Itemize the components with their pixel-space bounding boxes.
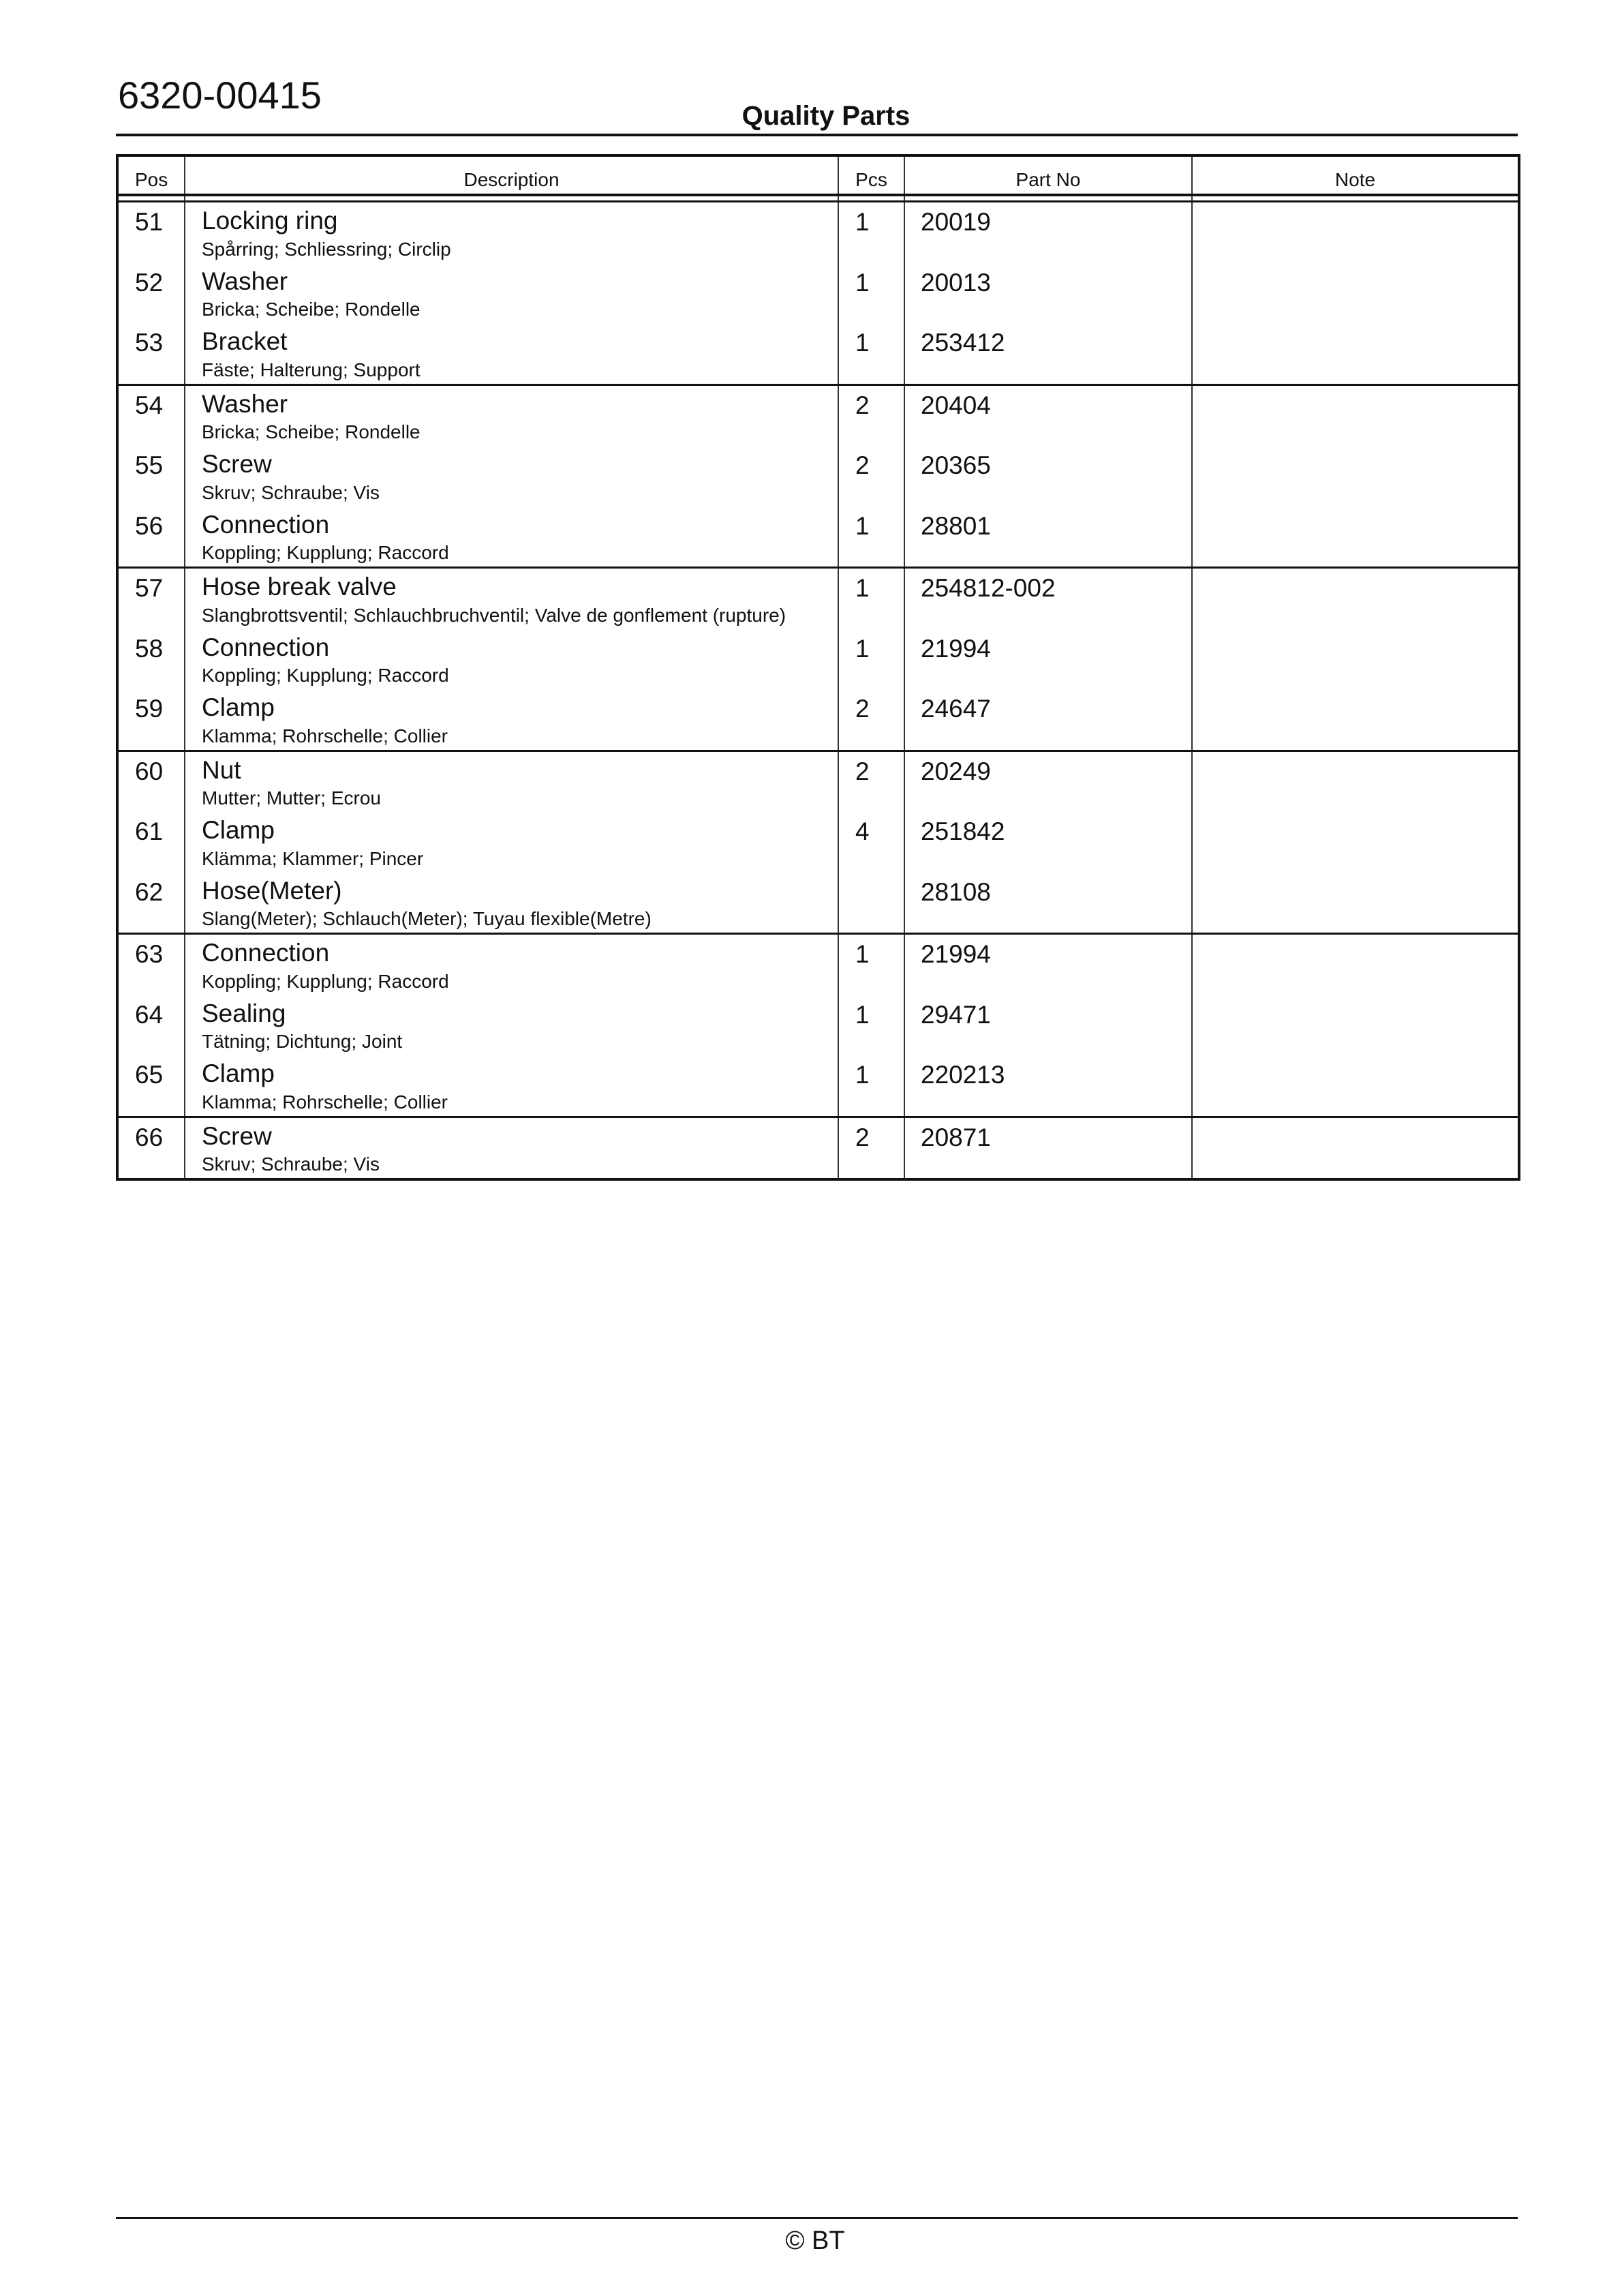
note-cell	[1193, 323, 1518, 384]
description-cell	[185, 873, 839, 933]
part-translations: Klämma; Klammer; Pincer	[202, 847, 424, 869]
column-header-part-no: Part No	[905, 157, 1193, 194]
footer-divider	[116, 2217, 1518, 2219]
pos-cell: 54	[119, 386, 185, 447]
part-translations: Skruv; Schraube; Vis	[202, 481, 380, 503]
part-no-cell: 21994	[905, 629, 1193, 690]
note-cell	[1193, 935, 1518, 995]
part-name: Screw	[202, 450, 272, 478]
table-row	[119, 569, 1518, 629]
table-row	[119, 202, 1518, 263]
parts-table	[116, 154, 1520, 1181]
note-cell	[1193, 752, 1518, 813]
part-no-cell: 29471	[905, 995, 1193, 1056]
part-name: Clamp	[202, 1059, 275, 1087]
part-name: Washer	[202, 389, 288, 418]
note-cell	[1193, 873, 1518, 933]
description-cell	[185, 1118, 839, 1179]
description-cell	[185, 935, 839, 995]
pos-cell: 56	[119, 507, 185, 567]
part-no-cell: 20019	[905, 202, 1193, 263]
pos-cell: 52	[119, 263, 185, 324]
part-name: Connection	[202, 939, 330, 967]
part-name: Locking ring	[202, 207, 338, 235]
row-group	[119, 752, 1518, 935]
note-cell	[1193, 995, 1518, 1056]
part-translations: Tätning; Dichtung; Joint	[202, 1031, 403, 1053]
table-row	[119, 263, 1518, 324]
pos-cell: 60	[119, 752, 185, 813]
header-divider	[116, 134, 1518, 136]
pos-cell: 61	[119, 812, 185, 873]
pcs-cell: 2	[839, 1118, 905, 1179]
pcs-cell: 2	[839, 689, 905, 750]
row-group	[119, 386, 1518, 569]
pcs-cell: 2	[839, 446, 905, 507]
row-group	[119, 569, 1518, 752]
pcs-cell: 1	[839, 263, 905, 324]
description-cell	[185, 689, 839, 750]
part-name: Washer	[202, 267, 288, 295]
part-no-cell: 253412	[905, 323, 1193, 384]
table-row	[119, 1118, 1518, 1179]
note-cell	[1193, 1055, 1518, 1116]
part-translations: Bricka; Scheibe; Rondelle	[202, 421, 420, 443]
pos-cell: 66	[119, 1118, 185, 1179]
table-row	[119, 873, 1518, 933]
note-cell	[1193, 689, 1518, 750]
table-row	[119, 935, 1518, 995]
part-name: Connection	[202, 510, 330, 539]
part-no-cell: 20871	[905, 1118, 1193, 1179]
note-cell	[1193, 569, 1518, 629]
part-translations: Slang(Meter); Schlauch(Meter); Tuyau flexible(Metre)	[202, 908, 652, 930]
table-header	[119, 157, 1518, 196]
part-no-cell: 254812-002	[905, 569, 1193, 629]
row-group	[119, 1118, 1518, 1179]
pcs-cell: 1	[839, 507, 905, 567]
pos-cell: 55	[119, 446, 185, 507]
part-translations: Koppling; Kupplung; Raccord	[202, 970, 449, 992]
pcs-cell: 1	[839, 995, 905, 1056]
pcs-cell: 1	[839, 569, 905, 629]
table-row	[119, 446, 1518, 507]
description-cell	[185, 752, 839, 813]
pos-cell: 59	[119, 689, 185, 750]
table-row	[119, 995, 1518, 1056]
part-name: Nut	[202, 755, 241, 784]
note-cell	[1193, 263, 1518, 324]
document-number: 6320-00415	[118, 74, 322, 117]
column-header-pcs: Pcs	[839, 157, 905, 194]
note-cell	[1193, 1118, 1518, 1179]
part-name: Hose(Meter)	[202, 876, 342, 905]
description-cell	[185, 507, 839, 567]
pos-cell: 63	[119, 935, 185, 995]
pcs-cell	[839, 873, 905, 933]
table-body	[119, 202, 1518, 1178]
description-cell	[185, 629, 839, 690]
part-translations: Skruv; Schraube; Vis	[202, 1153, 380, 1175]
pcs-cell: 1	[839, 935, 905, 995]
part-no-cell: 24647	[905, 689, 1193, 750]
part-translations: Fäste; Halterung; Support	[202, 359, 420, 380]
table-row	[119, 752, 1518, 813]
table-row	[119, 689, 1518, 750]
pcs-cell: 1	[839, 323, 905, 384]
pos-cell: 65	[119, 1055, 185, 1116]
description-cell	[185, 812, 839, 873]
part-name: Clamp	[202, 816, 275, 844]
description-cell	[185, 202, 839, 263]
part-no-cell: 28801	[905, 507, 1193, 567]
pos-cell: 58	[119, 629, 185, 690]
description-cell	[185, 263, 839, 324]
part-translations: Klamma; Rohrschelle; Collier	[202, 1091, 448, 1113]
note-cell	[1193, 629, 1518, 690]
part-name: Connection	[202, 633, 330, 661]
part-no-cell: 20249	[905, 752, 1193, 813]
column-header-description: Description	[185, 157, 839, 194]
table-row	[119, 386, 1518, 447]
part-translations: Koppling; Kupplung; Raccord	[202, 665, 449, 686]
pos-cell: 57	[119, 569, 185, 629]
column-header-pos: Pos	[119, 157, 185, 194]
table-row	[119, 323, 1518, 384]
part-translations: Koppling; Kupplung; Raccord	[202, 542, 449, 564]
note-cell	[1193, 202, 1518, 263]
column-header-note: Note	[1334, 169, 1376, 190]
pcs-cell: 1	[839, 629, 905, 690]
part-translations: Mutter; Mutter; Ecrou	[202, 787, 381, 809]
description-cell	[185, 323, 839, 384]
part-translations: Klamma; Rohrschelle; Collier	[202, 725, 448, 746]
part-name: Clamp	[202, 693, 275, 721]
pos-cell: 62	[119, 873, 185, 933]
part-no-cell: 20365	[905, 446, 1193, 507]
pcs-cell: 1	[839, 1055, 905, 1116]
note-cell	[1193, 386, 1518, 447]
pos-cell: 64	[119, 995, 185, 1056]
pcs-cell: 4	[839, 812, 905, 873]
description-cell	[185, 995, 839, 1056]
part-translations: Slangbrottsventil; Schlauchbruchventil; Valve de gonflement (rupture)	[202, 604, 786, 626]
page-title: Quality Parts	[741, 101, 911, 131]
table-row	[119, 1055, 1518, 1116]
description-cell	[185, 569, 839, 629]
pos-cell: 53	[119, 323, 185, 384]
part-no-cell: 21994	[905, 935, 1193, 995]
pcs-cell: 2	[839, 386, 905, 447]
part-name: Hose break valve	[202, 573, 397, 601]
copyright: © BT	[785, 2226, 845, 2255]
pos-cell: 51	[119, 202, 185, 263]
part-no-cell: 220213	[905, 1055, 1193, 1116]
part-name: Screw	[202, 1121, 272, 1150]
part-name: Sealing	[202, 999, 286, 1027]
row-group	[119, 202, 1518, 386]
part-no-cell: 251842	[905, 812, 1193, 873]
description-cell	[185, 1055, 839, 1116]
table-row	[119, 507, 1518, 567]
part-translations: Spårring; Schliessring; Circlip	[202, 238, 451, 260]
part-no-cell: 20013	[905, 263, 1193, 324]
part-no-cell: 20404	[905, 386, 1193, 447]
part-name: Bracket	[202, 327, 288, 355]
description-cell	[185, 446, 839, 507]
note-cell	[1193, 446, 1518, 507]
table-row	[119, 812, 1518, 873]
part-translations: Bricka; Scheibe; Rondelle	[202, 299, 420, 320]
row-group	[119, 935, 1518, 1118]
header-spacer	[119, 196, 1518, 202]
note-cell	[1193, 812, 1518, 873]
pcs-cell: 2	[839, 752, 905, 813]
note-cell	[1193, 507, 1518, 567]
part-no-cell: 28108	[905, 873, 1193, 933]
pcs-cell: 1	[839, 202, 905, 263]
description-cell	[185, 386, 839, 447]
table-row	[119, 629, 1518, 690]
